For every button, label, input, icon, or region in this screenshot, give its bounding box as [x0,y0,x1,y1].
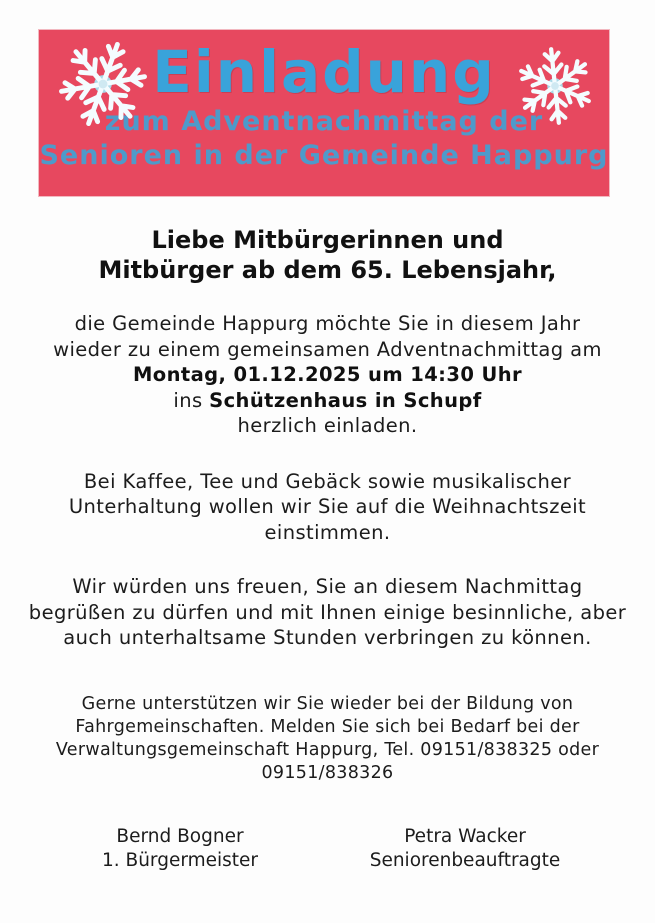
wishes-line-1: Wir würden uns freuen, Sie an diesem Nachmittag [72,575,583,598]
signatures [0,825,655,885]
banner-subtitle-line1: zum Adventnachmittag der [104,106,544,137]
intro-paragraph [0,311,655,439]
signature-role: Seniorenbeauftragte [369,850,561,871]
salutation-line-1: Liebe Mitbürgerinnen und [151,226,504,254]
carpool-line-1: Gerne unterstützen wir Sie wieder bei der Bildung von [81,693,574,714]
banner-subtitle-line2: Senioren in der Gemeinde Happurg [39,140,609,171]
wishes-line-3: auch unterhaltsame Stunden verbringen zu können. [63,626,592,649]
signature-name: Petra Wacker [404,826,526,847]
salutation [0,225,655,285]
intro-line-1: die Gemeinde Happurg möchte Sie in diesem Jahr [74,312,581,335]
signature-right [330,825,600,873]
invitation-banner [38,29,610,197]
intro-closing-line: herzlich einladen. [237,414,418,437]
event-date: Montag, 01.12.2025 um 14:30 Uhr [132,363,523,386]
signature-name: Bernd Bogner [116,826,244,847]
carpool-line-2: Fahrgemeinschaften. Melden Sie sich bei Bedarf bei der [75,716,580,737]
intro-line-2: wieder zu einem gemeinsamen Adventnachmittag am [53,337,602,361]
program-paragraph [0,469,655,546]
event-venue-line [0,388,655,414]
salutation-line-2: Mitbürger ab dem 65. Lebensjahr, [98,256,557,284]
carpool-line-3: Verwaltungsgemeinschaft Happurg, Tel. 09151/838325 oder [55,739,600,760]
program-line-1: Bei Kaffee, Tee und Gebäck sowie musikalischer [83,469,572,493]
program-line-2: Unterhaltung wollen wir Sie auf die Weihnachtszeit [68,495,587,518]
signature-role: 1. Bürgermeister [101,850,259,871]
program-line-3: einstimmen. [264,520,391,544]
banner-title: Einladung [152,38,496,106]
carpool-paragraph [0,693,655,785]
venue-prefix: ins [173,388,203,412]
carpool-line-4: 09151/838326 [261,762,394,783]
signature-left [55,825,305,873]
event-venue: Schützenhaus in Schupf [209,388,482,412]
wishes-paragraph [0,574,655,651]
wishes-line-2: begrüßen zu dürfen und mit Ihnen einige besinnliche, aber [28,600,627,624]
